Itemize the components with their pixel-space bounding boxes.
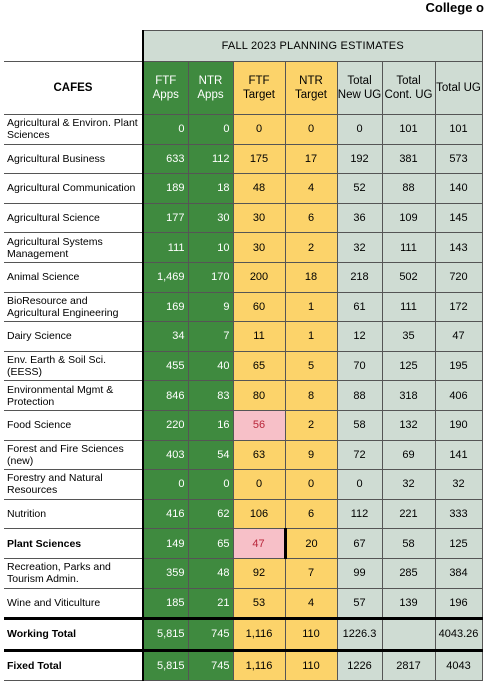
table-row [4,381,482,411]
ftf-apps-cell: 111 [143,233,188,263]
row-name: Environmental Mgmt & Protection [4,381,143,411]
total-new-ug-cell: 36 [337,203,382,233]
total-ug-cell: 141 [435,440,482,470]
ntr-target-cell: 9 [285,440,337,470]
ntr-apps-cell: 54 [188,440,233,470]
ntr-apps-cell: 16 [188,410,233,440]
total-ug-cell: 101 [435,115,482,145]
table-row [4,174,482,204]
ntr-target-cell: 5 [285,351,337,381]
ftf-apps-cell: 169 [143,292,188,322]
total-cont-ug-cell: 125 [382,351,435,381]
ftf-target-cell: 30 [233,233,285,263]
row-name: Agricultural Systems Management [4,233,143,263]
total-cont-ug-cell: 101 [382,115,435,145]
ftf-target-cell: 92 [233,558,285,588]
ntr-apps-cell: 112 [188,144,233,174]
total-new-ug-cell: 12 [337,322,382,352]
total-ug-cell: 145 [435,203,482,233]
ntr-apps-cell: 83 [188,381,233,411]
ftf-apps-cell: 34 [143,322,188,352]
ntr-target-cell: 110 [285,619,337,651]
ntr-target-cell: 1 [285,292,337,322]
ntr-target-cell: 7 [285,558,337,588]
ntr-target-cell: 0 [285,115,337,145]
ftf-target-cell: 11 [233,322,285,352]
table-row [4,588,482,619]
ftf-apps-cell: 359 [143,558,188,588]
total-ug-cell: 196 [435,588,482,619]
ntr-apps-cell: 9 [188,292,233,322]
ftf-apps-cell: 0 [143,115,188,145]
total-new-ug-cell: 1226 [337,650,382,681]
ftf-target-cell: 0 [233,470,285,500]
table-row [4,470,482,500]
ntr-apps-cell: 62 [188,499,233,529]
table-row [4,499,482,529]
college-label: College o [425,0,484,15]
table-row [4,440,482,470]
ftf-target-cell: 63 [233,440,285,470]
total-new-ug-cell: 70 [337,351,382,381]
ntr-apps-cell: 170 [188,262,233,292]
total-ug-cell: 4043.26 [435,619,482,651]
row-name: BioResource and Agricultural Engineering [4,292,143,322]
table-row [4,558,482,588]
total-cont-ug-cell: 285 [382,558,435,588]
total-ug-cell: 32 [435,470,482,500]
ftf-apps-cell: 5,815 [143,619,188,651]
ftf-target-cell: 60 [233,292,285,322]
total-ug-cell: 172 [435,292,482,322]
total-cont-ug-cell: 139 [382,588,435,619]
ntr-apps-cell: 745 [188,619,233,651]
total-row [4,650,482,681]
total-cont-ug-cell: 502 [382,262,435,292]
row-name: Forest and Fire Sciences (new) [4,440,143,470]
total-cont-ug-cell: 58 [382,529,435,559]
total-new-ug-cell: 32 [337,233,382,263]
ntr-apps-cell: 7 [188,322,233,352]
ntr-target-cell: 6 [285,203,337,233]
total-ug-cell: 573 [435,144,482,174]
ntr-apps-cell: 0 [188,470,233,500]
row-name: Agricultural Business [4,144,143,174]
total-cont-ug-cell: 381 [382,144,435,174]
ftf-apps-cell: 455 [143,351,188,381]
ntr-apps-cell: 18 [188,174,233,204]
total-cont-ug-cell: 221 [382,499,435,529]
ntr-apps-cell: 21 [188,588,233,619]
ntr-target-cell: 110 [285,650,337,681]
ntr-target-cell: 17 [285,144,337,174]
total-new-ug-cell: 57 [337,588,382,619]
ntr-apps-cell: 10 [188,233,233,263]
ftf-target-cell: 1,116 [233,619,285,651]
ftf-apps-cell: 220 [143,410,188,440]
total-ug-cell: 125 [435,529,482,559]
row-name: Plant Sciences [4,529,143,559]
ftf-apps-cell: 177 [143,203,188,233]
total-new-ug-cell: 61 [337,292,382,322]
planning-table [4,30,483,681]
total-ug-cell: 4043 [435,650,482,681]
ftf-target-cell: 0 [233,115,285,145]
total-new-ug-cell: 88 [337,381,382,411]
total-new-ug-cell: 58 [337,410,382,440]
row-name: Animal Science [4,262,143,292]
total-ug-cell: 720 [435,262,482,292]
ftf-apps-cell: 1,469 [143,262,188,292]
ftf-target-cell: 106 [233,499,285,529]
ftf-target-cell: 175 [233,144,285,174]
ftf-target-cell: 47 [233,529,285,559]
total-cont-ug-cell: 2817 [382,650,435,681]
total-new-ug-cell: 0 [337,470,382,500]
table-row [4,410,482,440]
col-header-total-cont-ug: Total Cont. UG [382,62,435,115]
col-header-ntr-apps: NTR Apps [188,62,233,115]
total-ug-cell: 190 [435,410,482,440]
row-name: Nutrition [4,499,143,529]
row-name: Forestry and Natural Resources [4,470,143,500]
row-name: Env. Earth & Soil Sci. (EESS) [4,351,143,381]
total-cont-ug-cell: 132 [382,410,435,440]
ntr-target-cell: 1 [285,322,337,352]
total-new-ug-cell: 1226.3 [337,619,382,651]
banner-spacer [4,31,143,62]
ntr-target-cell: 20 [285,529,337,559]
row-name: Agricultural Science [4,203,143,233]
total-ug-cell: 333 [435,499,482,529]
row-name: Dairy Science [4,322,143,352]
row-name: Agricultural Communication [4,174,143,204]
total-cont-ug-cell [382,619,435,651]
ntr-target-cell: 8 [285,381,337,411]
col-header-ftf-target: FTF Target [233,62,285,115]
ntr-apps-cell: 48 [188,558,233,588]
ntr-target-cell: 2 [285,410,337,440]
total-cont-ug-cell: 69 [382,440,435,470]
total-new-ug-cell: 192 [337,144,382,174]
total-ug-cell: 406 [435,381,482,411]
total-ug-cell: 195 [435,351,482,381]
total-cont-ug-cell: 109 [382,203,435,233]
total-new-ug-cell: 67 [337,529,382,559]
group-header: CAFES [4,62,143,115]
ntr-apps-cell: 745 [188,650,233,681]
ftf-apps-cell: 416 [143,499,188,529]
table-row [4,351,482,381]
ntr-apps-cell: 0 [188,115,233,145]
table-row [4,262,482,292]
col-header-ftf-apps: FTF Apps [143,62,188,115]
row-name: Wine and Viticulture [4,588,143,619]
row-name: Agricultural & Environ. Plant Sciences [4,115,143,145]
ntr-apps-cell: 30 [188,203,233,233]
ftf-apps-cell: 185 [143,588,188,619]
ftf-apps-cell: 846 [143,381,188,411]
ftf-target-cell: 200 [233,262,285,292]
ftf-target-cell: 1,116 [233,650,285,681]
ftf-apps-cell: 0 [143,470,188,500]
ftf-apps-cell: 633 [143,144,188,174]
total-cont-ug-cell: 35 [382,322,435,352]
ntr-target-cell: 4 [285,588,337,619]
total-new-ug-cell: 112 [337,499,382,529]
table-row [4,529,482,559]
ntr-target-cell: 18 [285,262,337,292]
banner-title: FALL 2023 PLANNING ESTIMATES [143,31,482,62]
row-name: Food Science [4,410,143,440]
total-cont-ug-cell: 318 [382,381,435,411]
total-row [4,619,482,651]
ftf-apps-cell: 5,815 [143,650,188,681]
row-name: Fixed Total [4,650,143,681]
total-cont-ug-cell: 88 [382,174,435,204]
ftf-target-cell: 53 [233,588,285,619]
ftf-apps-cell: 149 [143,529,188,559]
table-row [4,322,482,352]
table-row [4,292,482,322]
total-cont-ug-cell: 111 [382,233,435,263]
row-name: Recreation, Parks and Tourism Admin. [4,558,143,588]
table-row [4,144,482,174]
ftf-target-cell: 30 [233,203,285,233]
row-name: Working Total [4,619,143,651]
total-cont-ug-cell: 111 [382,292,435,322]
table-row [4,233,482,263]
table-row [4,115,482,145]
ntr-target-cell: 6 [285,499,337,529]
ntr-target-cell: 4 [285,174,337,204]
total-ug-cell: 143 [435,233,482,263]
ftf-target-cell: 65 [233,351,285,381]
col-header-total-ug: Total UG [435,62,482,115]
col-header-ntr-target: NTR Target [285,62,337,115]
ntr-target-cell: 0 [285,470,337,500]
ftf-target-cell: 56 [233,410,285,440]
ntr-apps-cell: 65 [188,529,233,559]
total-cont-ug-cell: 32 [382,470,435,500]
col-header-total-new-ug: Total New UG [337,62,382,115]
total-new-ug-cell: 0 [337,115,382,145]
ftf-apps-cell: 403 [143,440,188,470]
total-new-ug-cell: 72 [337,440,382,470]
ntr-target-cell: 2 [285,233,337,263]
ntr-apps-cell: 40 [188,351,233,381]
ftf-target-cell: 48 [233,174,285,204]
total-ug-cell: 384 [435,558,482,588]
table-row [4,203,482,233]
ftf-target-cell: 80 [233,381,285,411]
ftf-apps-cell: 189 [143,174,188,204]
total-new-ug-cell: 99 [337,558,382,588]
total-new-ug-cell: 218 [337,262,382,292]
total-new-ug-cell: 52 [337,174,382,204]
total-ug-cell: 140 [435,174,482,204]
total-ug-cell: 47 [435,322,482,352]
